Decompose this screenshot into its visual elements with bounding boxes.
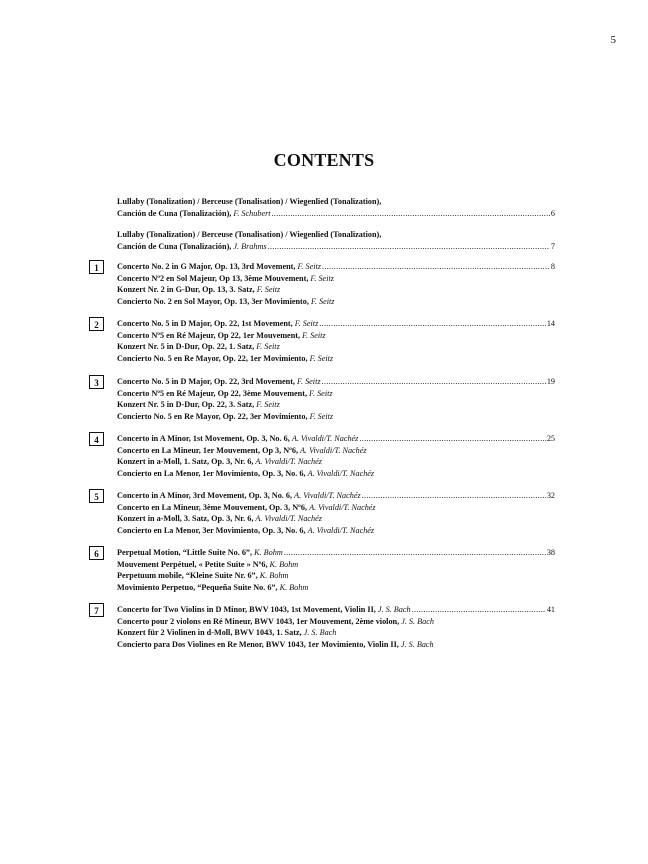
composer-name: K. Bohm bbox=[269, 559, 299, 569]
composer-name: F. Seitz bbox=[302, 330, 326, 340]
contents-line bbox=[117, 388, 555, 400]
piece-number-box: 1 bbox=[89, 260, 104, 274]
contents-line bbox=[117, 582, 555, 594]
entry-lines bbox=[117, 318, 555, 364]
contents-line bbox=[117, 525, 555, 537]
title-text-wrap bbox=[117, 389, 333, 398]
contents-line bbox=[117, 411, 555, 423]
dot-leader bbox=[362, 490, 546, 502]
piece-title: Concerto No. 2 in G Major, Op. 13, 3rd Movement, bbox=[117, 262, 298, 271]
entry-lines bbox=[117, 261, 555, 307]
composer-name: F. Seitz bbox=[294, 319, 319, 328]
contents-line bbox=[117, 490, 555, 502]
composer-name: F. Seitz bbox=[256, 285, 281, 295]
contents-line bbox=[117, 241, 555, 253]
composer-name: A. Vivaldi/T. Nachéz bbox=[300, 445, 367, 455]
piece-title: Concierto en La Menor, 3er Movimiento, Op. 3, No. 6, bbox=[117, 525, 308, 535]
title-text-wrap bbox=[117, 526, 374, 535]
piece-number-box: 7 bbox=[89, 603, 104, 617]
composer-name: J. S. Bach bbox=[377, 605, 411, 614]
piece-title: Concerto for Two Violins in D Minor, BWV 1043, 1st Movement, Violin II, bbox=[117, 605, 378, 614]
dot-leader bbox=[412, 604, 546, 616]
title-text-wrap bbox=[117, 261, 321, 273]
composer-name: A. Vivaldi/T. Nachéz bbox=[309, 502, 376, 512]
composer-name: F. Seitz bbox=[256, 342, 280, 352]
title-text-wrap bbox=[117, 241, 267, 253]
piece-number-box: 2 bbox=[89, 317, 104, 331]
piece-title: Concerto No. 5 in D Major, Op. 22, 1st Movement, bbox=[117, 319, 295, 328]
composer-name: A. Vivaldi/T. Nachéz bbox=[294, 491, 361, 500]
title-text-wrap bbox=[117, 331, 326, 340]
piece-title: Concerto Nº2 en Sol Majeur, Op 13, 3ème Mouvement, bbox=[117, 273, 311, 283]
title-text-wrap bbox=[117, 604, 411, 616]
piece-title: Concerto en La Mineur, 3ème Mouvement, Op. 3, Nº6, bbox=[117, 502, 310, 512]
contents-line bbox=[117, 513, 555, 525]
entry-lines bbox=[117, 196, 555, 219]
dot-leader bbox=[322, 261, 550, 273]
piece-title: Concerto Nº5 en Ré Majeur, Op 22, 3ème Mouvement, bbox=[117, 388, 310, 398]
composer-name: A. Vivaldi/T. Nachéz bbox=[307, 525, 375, 535]
composer-name: F. Seitz bbox=[309, 353, 334, 363]
dot-leader bbox=[268, 241, 550, 253]
contents-line bbox=[117, 445, 555, 457]
composer-name: F. Seitz bbox=[310, 296, 335, 306]
dot-leader bbox=[322, 376, 546, 388]
title-text-wrap bbox=[117, 433, 358, 445]
page-title: CONTENTS bbox=[273, 150, 375, 170]
contents-line bbox=[117, 330, 555, 342]
contents-line bbox=[117, 284, 555, 296]
contents-line bbox=[117, 627, 555, 639]
composer-name: K. Bohm bbox=[259, 571, 289, 581]
entry-lines bbox=[117, 433, 555, 479]
title-text-wrap bbox=[117, 617, 434, 626]
dot-leader bbox=[359, 433, 545, 445]
title-text-wrap bbox=[117, 457, 322, 466]
title-text-wrap bbox=[117, 230, 381, 239]
dot-leader bbox=[272, 208, 550, 220]
piece-title: Mouvement Perpétuel, « Petite Suite » Nº6, bbox=[117, 559, 270, 569]
contents-line bbox=[117, 559, 555, 571]
composer-name: K. Bohm bbox=[279, 582, 309, 592]
piece-title: Canción de Cuna (Tonalización), bbox=[117, 208, 234, 218]
piece-title: Perpetuum mobile, “Kleine Suite Nr. 6”, bbox=[117, 571, 260, 581]
page-ref: 41 bbox=[546, 605, 555, 614]
piece-title: Concierto No. 2 en Sol Mayor, Op. 13, 3er Movimiento, bbox=[117, 296, 311, 306]
entry-lines bbox=[117, 604, 555, 650]
piece-title: Konzert in a-Moll, 1. Satz, Op. 3, Nr. 6, bbox=[117, 457, 256, 467]
title-text-wrap bbox=[117, 547, 283, 559]
contents-line bbox=[117, 570, 555, 582]
composer-name: J. Brahms bbox=[233, 241, 267, 251]
title-text-wrap bbox=[117, 297, 335, 306]
title-text-wrap bbox=[117, 514, 322, 523]
title-text-wrap bbox=[117, 208, 271, 220]
piece-number-box: 4 bbox=[89, 432, 104, 446]
piece-title: Perpetual Motion, “Little Suite No. 6”, bbox=[117, 548, 255, 557]
title-text-wrap bbox=[117, 318, 318, 330]
title-text-wrap bbox=[117, 469, 374, 478]
title-text-wrap bbox=[117, 376, 321, 388]
piece-title: Concierto para Dos Violines en Re Menor, BWV 1043, 1er Movimiento, Violin II, bbox=[117, 639, 401, 649]
title-text-wrap bbox=[117, 490, 361, 502]
piece-title: Konzert in a-Moll, 3. Satz, Op. 3, Nr. 6, bbox=[117, 514, 256, 524]
piece-title: Concerto Nº5 en Ré Majeur, Op 22, 1er Mouvement, bbox=[117, 330, 303, 340]
title-text-wrap bbox=[117, 446, 367, 455]
contents-line bbox=[117, 433, 555, 445]
piece-title: Canción de Cuna (Tonalización), bbox=[117, 241, 234, 251]
page-ref: 7 bbox=[550, 241, 555, 251]
title-text-wrap bbox=[117, 285, 280, 294]
piece-title: Concerto in A Minor, 1st Movement, Op. 3, No. 6, bbox=[117, 434, 292, 443]
contents-line bbox=[117, 196, 555, 208]
piece-title: Konzert Nr. 2 in G-Dur, Op. 13, 3. Satz, bbox=[117, 285, 257, 295]
composer-name: A. Vivaldi/T. Nachéz bbox=[291, 434, 359, 443]
contents-line bbox=[117, 604, 555, 616]
composer-name: A. Vivaldi/T. Nachéz bbox=[307, 468, 375, 478]
contents-line bbox=[117, 468, 555, 480]
page-ref: 14 bbox=[546, 319, 555, 328]
entry-lines bbox=[117, 376, 555, 422]
composer-name: F. Seitz bbox=[256, 400, 280, 410]
piece-title: Concierto en La Menor, 1er Movimiento, Op. 3, No. 6, bbox=[117, 468, 308, 478]
contents-line bbox=[117, 616, 555, 628]
composer-name: F. Seitz bbox=[297, 377, 321, 386]
contents-line bbox=[117, 353, 555, 365]
contents-line bbox=[117, 229, 555, 241]
entry-lines bbox=[117, 229, 555, 252]
piece-title: Concerto en La Mineur, 1er Mouvement, Op 3, Nº6, bbox=[117, 445, 301, 455]
title-text-wrap bbox=[117, 560, 298, 569]
page-ref: 32 bbox=[546, 491, 555, 500]
dot-leader bbox=[319, 318, 546, 330]
contents-line bbox=[117, 456, 555, 468]
piece-title: Concerto No. 5 in D Major, Op. 22, 3rd Movement, bbox=[117, 377, 298, 386]
title-text-wrap bbox=[117, 197, 381, 206]
piece-number-box: 6 bbox=[89, 546, 104, 560]
contents-line bbox=[117, 318, 555, 330]
piece-title: Concerto pour 2 violons en Ré Mineur, BWV 1043, 1er Mouvement, 2ème violon, bbox=[117, 616, 402, 626]
title-text-wrap bbox=[117, 400, 280, 409]
composer-name: F. Schubert bbox=[233, 208, 271, 218]
composer-name: F. Seitz bbox=[297, 262, 321, 271]
page-ref: 8 bbox=[550, 262, 555, 271]
piece-title: Lullaby (Tonalization) / Berceuse (Tonalisation) / Wiegenlied (Tonalization), bbox=[117, 197, 382, 206]
entry-lines bbox=[117, 547, 555, 593]
piece-number-box: 5 bbox=[89, 489, 104, 503]
entry-lines bbox=[117, 490, 555, 536]
composer-name: F. Seitz bbox=[309, 411, 334, 421]
dot-leader bbox=[284, 547, 546, 559]
title-text-wrap bbox=[117, 583, 308, 592]
contents-line bbox=[117, 341, 555, 353]
contents-line bbox=[117, 376, 555, 388]
title-text-wrap bbox=[117, 342, 280, 351]
composer-name: J. S. Bach bbox=[303, 628, 337, 638]
page-number: 5 bbox=[610, 34, 616, 46]
contents-line bbox=[117, 208, 555, 220]
title-text-wrap bbox=[117, 274, 334, 283]
piece-number-box: 3 bbox=[89, 375, 104, 389]
composer-name: A. Vivaldi/T. Nachéz bbox=[255, 514, 322, 524]
contents-line bbox=[117, 399, 555, 411]
page-ref: 38 bbox=[546, 548, 555, 557]
composer-name: K. Bohm bbox=[254, 548, 283, 557]
page-ref: 6 bbox=[550, 208, 555, 218]
contents-line bbox=[117, 502, 555, 514]
composer-name: A. Vivaldi/T. Nachéz bbox=[255, 457, 322, 467]
title-text-wrap bbox=[117, 571, 288, 580]
composer-name: J. S. Bach bbox=[401, 616, 434, 626]
piece-title: Konzert Nr. 5 in D-Dur, Op. 22, 3. Satz, bbox=[117, 400, 257, 410]
composer-name: F. Seitz bbox=[310, 273, 334, 283]
piece-title: Konzert Nr. 5 in D-Dur, Op. 22, 1. Satz, bbox=[117, 342, 257, 352]
piece-title: Lullaby (Tonalization) / Berceuse (Tonalisation) / Wiegenlied (Tonalization), bbox=[117, 230, 382, 239]
piece-title: Movimiento Perpetuo, “Pequeña Suite No. 6”, bbox=[117, 582, 280, 592]
contents-line bbox=[117, 547, 555, 559]
title-text-wrap bbox=[117, 503, 376, 512]
piece-title: Concerto in A Minor, 3rd Movement, Op. 3, No. 6, bbox=[117, 491, 295, 500]
piece-title: Concierto No. 5 en Re Mayor, Op. 22, 1er Movimiento, bbox=[117, 353, 310, 363]
title-text-wrap bbox=[117, 640, 434, 649]
title-text-wrap bbox=[117, 628, 336, 637]
contents-line bbox=[117, 639, 555, 651]
contents-line bbox=[117, 296, 555, 308]
contents-line bbox=[117, 273, 555, 285]
page-ref: 25 bbox=[546, 434, 555, 443]
piece-title: Concierto No. 5 en Re Mayor, Op. 22, 3er Movimiento, bbox=[117, 411, 310, 421]
title-text-wrap bbox=[117, 354, 333, 363]
title-text-wrap bbox=[117, 412, 333, 421]
contents-line bbox=[117, 261, 555, 273]
piece-title: Konzert für 2 Violinen in d-Moll, BWV 1043, 1. Satz, bbox=[117, 628, 304, 638]
page-ref: 19 bbox=[546, 377, 555, 386]
composer-name: F. Seitz bbox=[309, 388, 333, 398]
composer-name: J. S. Bach bbox=[400, 639, 434, 649]
